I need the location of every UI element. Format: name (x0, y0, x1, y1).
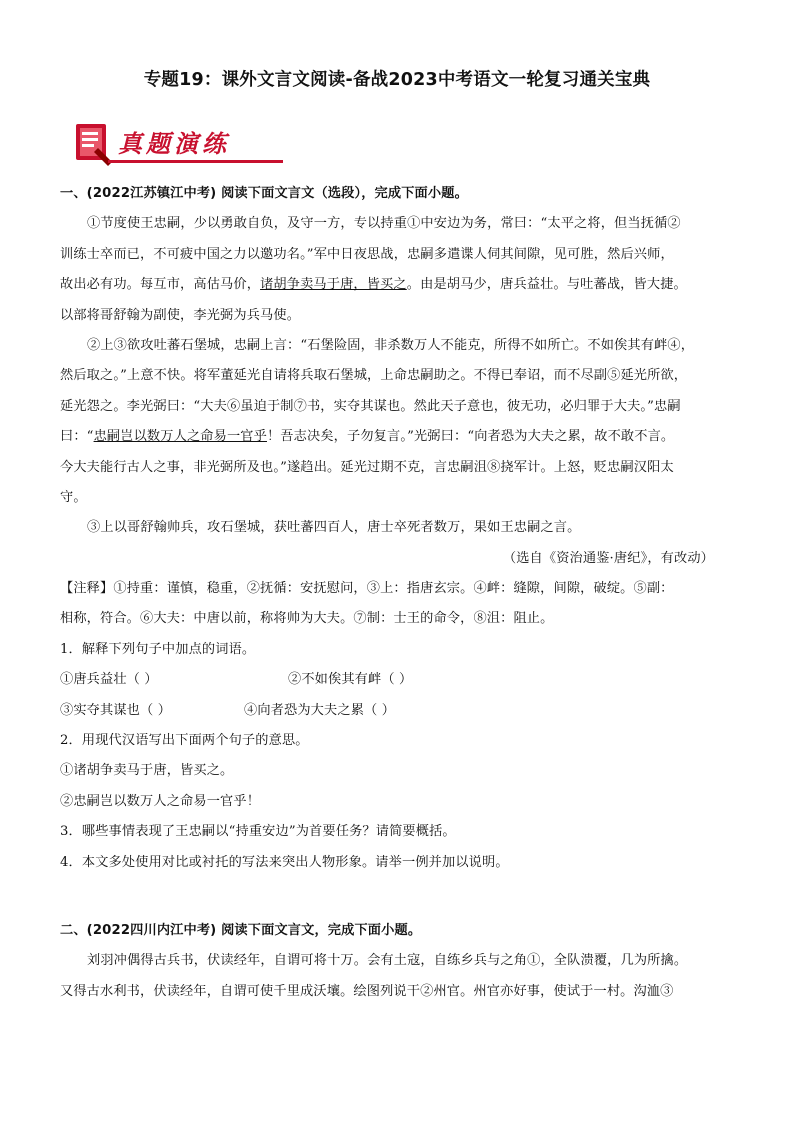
question-1: 1．解释下列句子中加点的词语。 (60, 641, 256, 657)
spacer (60, 883, 736, 921)
text-line: 以部将哥舒翰为副使，李光弼为兵马使。 (60, 307, 301, 323)
text-line: 然后取之。”上意不快。将军董延光自请将兵取石堡城，上命忠嗣助之。不得已奉诏，而不尽副⑤延光所欲， (60, 368, 688, 384)
banner-underline (108, 160, 283, 163)
question-1-items (60, 670, 736, 690)
text-line: 守。 (60, 489, 87, 505)
note-line: 【注释】①持重：谨慎，稳重，②抚循：安抚慰问，③上：指唐玄宗。④衅：缝隙，间隙，破绽。⑤副： (60, 581, 674, 597)
page-title: 专题19：课外文言文阅读-备战2023中考语文一轮复习通关宝典 (143, 70, 651, 90)
text-line: ①节度使王忠嗣，少以勇敢自负，及守一方，专以持重①中安边为务，常曰：“太平之将，但当抚循② (87, 216, 681, 232)
question-item: ①唐兵益壮（ ） (60, 672, 158, 688)
section-2-heading: 二、(2022四川内江中考) 阅读下面文言文，完成下面小题。 (60, 922, 422, 938)
question-3: 3．哪些事情表现了王忠嗣以“持重安边”为首要任务？请简要概括。 (60, 824, 456, 840)
question-4: 4．本文多处使用对比或衬托的写法来突出人物形象。请举一例并加以说明。 (60, 854, 509, 870)
text-line: 又得古水利书，伏读经年，自谓可使千里成沃壤。绘图列说干②州官。州官亦好事，使试于一村。沟洫③ (60, 983, 674, 999)
underlined-sentence: 诸胡争卖马于唐，皆买之 (260, 277, 407, 293)
passage-paragraph-1 (60, 214, 736, 325)
source-citation: （选自《资治通鉴·唐纪》，有改动） (502, 550, 714, 566)
question-item: ②不如俟其有衅（ ） (288, 672, 413, 688)
text-line: 故出必有功。每互市，高估马价，诸胡争卖马于唐，皆买之。由是胡马少，唐兵益壮。与吐蕃战，皆大捷。 (60, 277, 687, 293)
text-line: 刘羽冲偶得古兵书，伏读经年，自谓可将十万。会有土寇，自练乡兵与之角①，全队溃覆，几为所擒。 (87, 953, 688, 969)
question-item: ②忠嗣岂以数万人之命易一官乎！ (60, 793, 261, 809)
question-2: 2．用现代汉语写出下面两个句子的意思。 (60, 733, 309, 749)
note-line: 相称，符合。⑥大夫：中唐以前，称将帅为大夫。⑦制：士王的命令，⑧沮：阻止。 (60, 611, 554, 627)
passage-paragraph-3: ③上以哥舒翰帅兵，攻石堡城，获吐蕃四百人，唐士卒死者数万，果如王忠嗣之言。 (87, 520, 581, 536)
section-1-heading: 一、(2022江苏镇江中考) 阅读下面文言文（选段），完成下面小题。 (60, 186, 468, 201)
banner-title: 真题演练 (118, 129, 230, 158)
question-item: ④向者恐为大夫之累（ ） (244, 702, 396, 718)
passage-2-paragraph-1 (60, 951, 736, 1001)
section-banner (72, 118, 287, 170)
passage-paragraph-2 (60, 336, 736, 508)
underlined-sentence: 忠嗣岂以数万人之命易一官乎 (93, 429, 267, 445)
notes (60, 579, 736, 629)
question-1-items (60, 701, 736, 721)
text-line: 延光怨之。李光弼曰：“大夫⑥虽迫于制⑦书，实夺其谋也。然此天子意也，彼无功，必归罪于大夫。”忠嗣 (60, 398, 681, 414)
text-line: 曰：“忠嗣岂以数万人之命易一官乎！吾志决矣，子勿复言。”光弼曰：“向者恐为大夫之累，故不敢不言。 (60, 429, 675, 445)
text-line: 训练士卒而已，不可疲中国之力以邀功名。”军中日夜思战，忠嗣多遣谍人伺其间隙，见可胜，然后兴师， (60, 246, 674, 262)
text-line: 今大夫能行古人之事，非光弼所及也。”遂趋出。延光过期不克，言忠嗣沮⑧挠军计。上怒，贬忠嗣汉阳太 (60, 459, 674, 475)
text-line: ②上③欲攻吐蕃石堡城，忠嗣上言：“石堡险固，非杀数万人不能克，所得不如所亡。不如俟其有衅④， (87, 337, 695, 353)
question-item: ③实夺其谋也（ ） (60, 702, 172, 718)
question-item: ①诸胡争卖马于唐，皆买之。 (60, 763, 234, 779)
content (60, 184, 736, 1012)
